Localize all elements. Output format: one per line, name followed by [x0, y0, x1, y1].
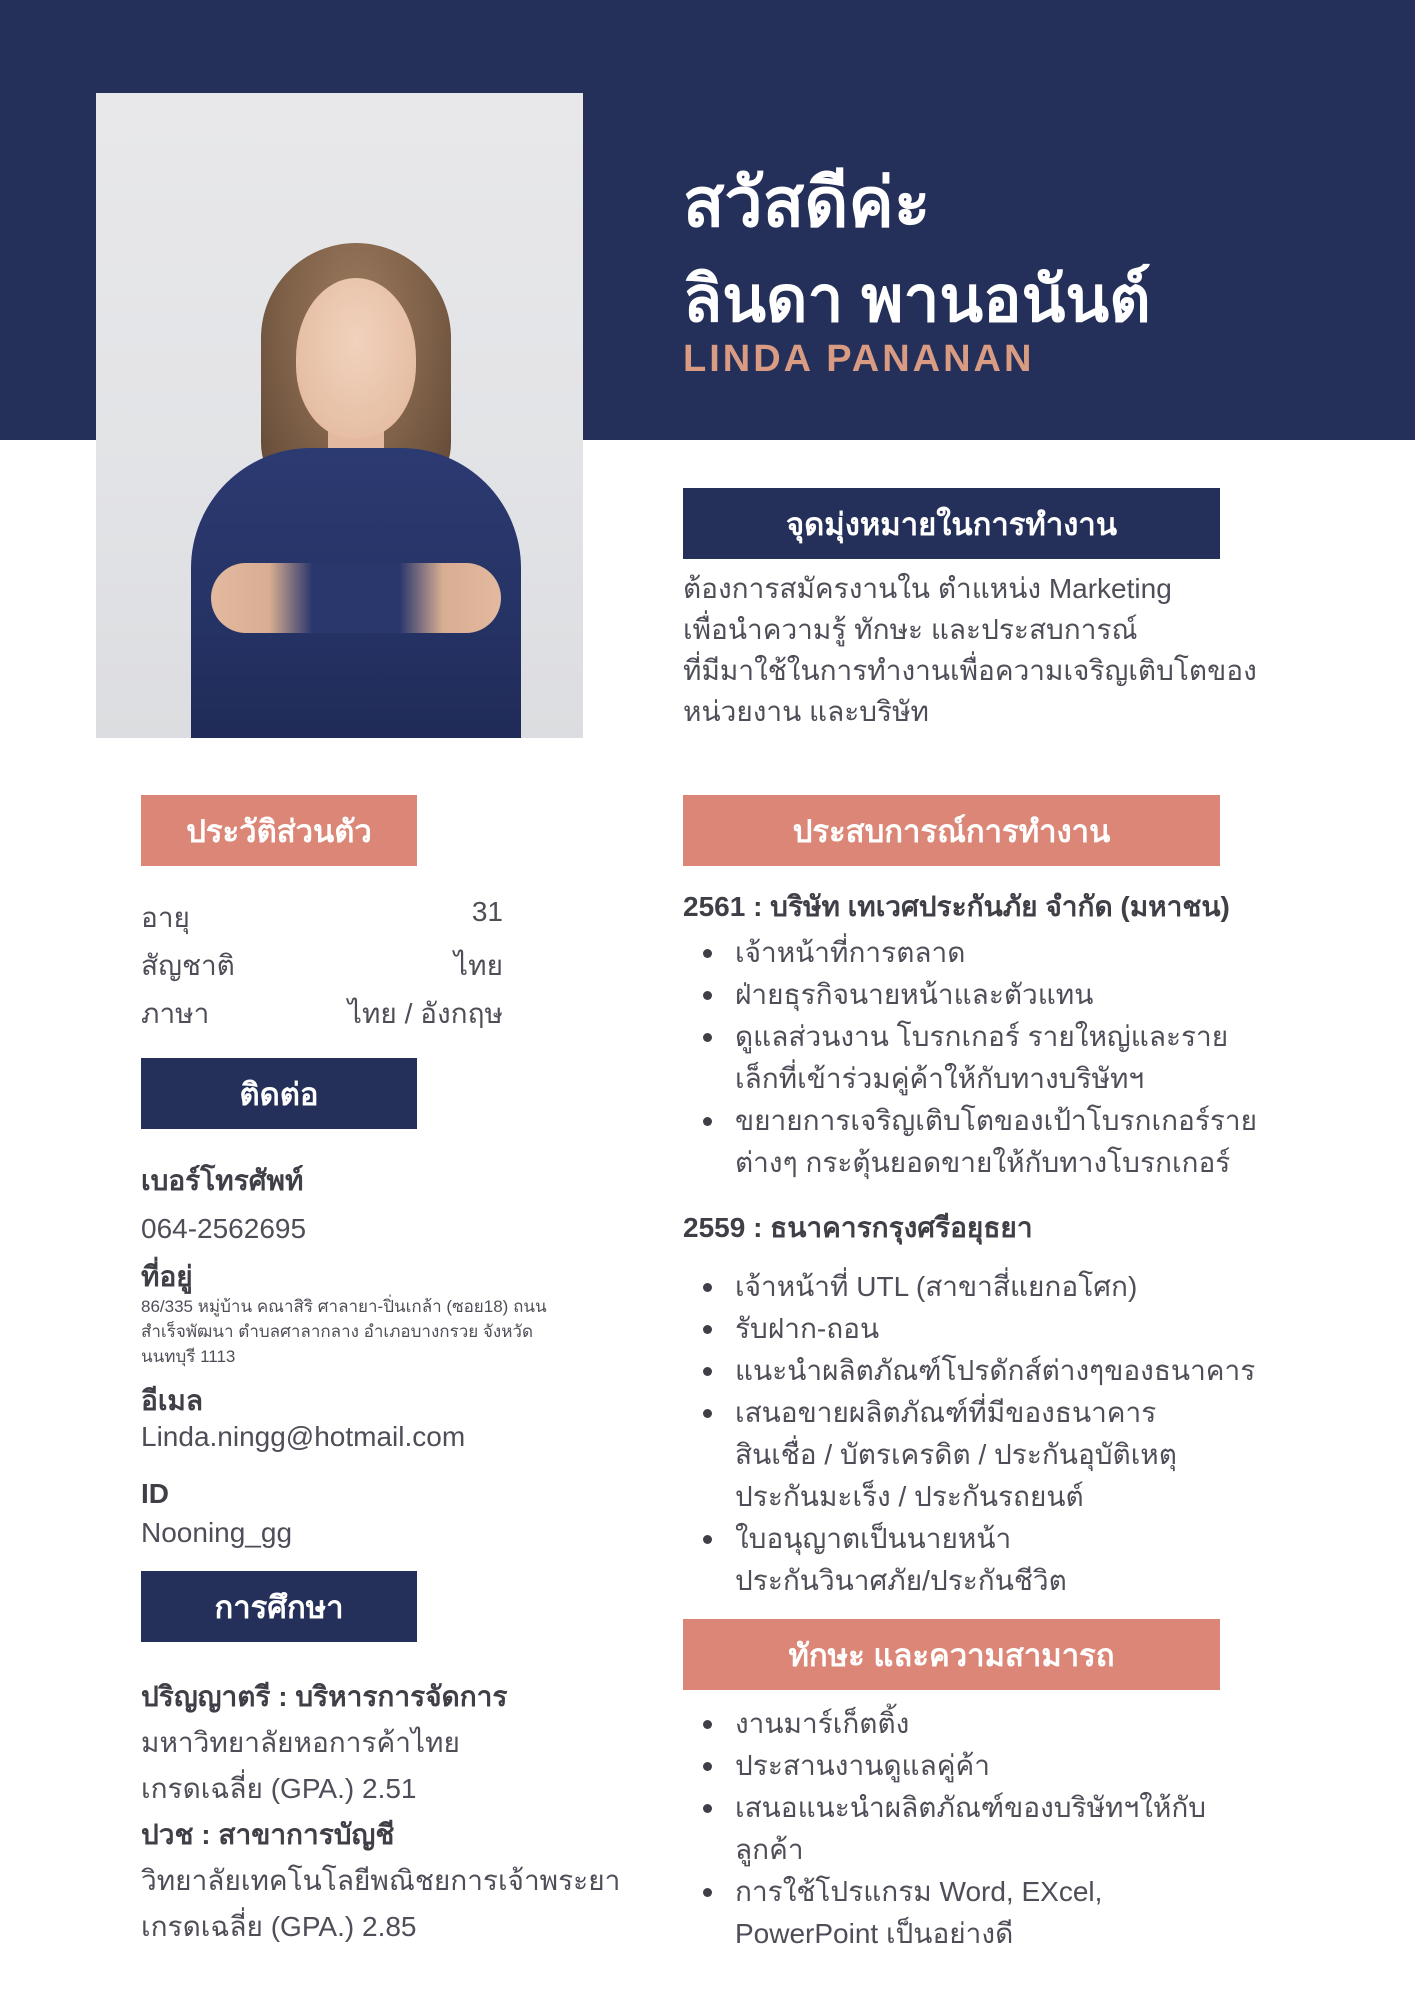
photo-arms: [211, 563, 501, 633]
objective-text: [683, 568, 1257, 732]
address-line: นนทบุรี 1113: [141, 1347, 236, 1366]
job-bullets: [683, 932, 1257, 1184]
job-bullets: [683, 1266, 1255, 1602]
skills-bullets: [683, 1703, 1206, 1955]
job-heading: 2559 : ธนาคารกรุงศรีอยุธยา: [683, 1212, 1033, 1243]
profile-photo: [96, 93, 583, 738]
personal-value: 31: [471, 896, 503, 927]
address-value: [141, 1294, 547, 1369]
objective-line: ที่มีมาใช้ในการทำงานเพื่อความเจริญเติบโตของ: [683, 655, 1257, 686]
education-degree: ปริญญาตรี : บริหารการจัดการ: [141, 1681, 508, 1712]
education-school: มหาวิทยาลัยหอการค้าไทย: [141, 1727, 460, 1758]
personal-label: สัญชาติ: [141, 950, 235, 981]
experience-title: ประสบการณ์การทำงาน: [683, 795, 1220, 866]
skill-bullet: การใช้โปรแกรม Word, EXcel, PowerPoint เป็นอย่างดี: [683, 1871, 1206, 1955]
name-english: LINDA PANANAN: [683, 338, 1035, 380]
address-line: 86/335 หมู่บ้าน คณาสิริ ศาลายา-ปิ่นเกล้า (ซอย18) ถนน: [141, 1297, 547, 1316]
job-heading: 2561 : บริษัท เทเวศประกันภัย จำกัด (มหาชน): [683, 891, 1230, 922]
education-gpa: เกรดเฉลี่ย (GPA.) 2.51: [141, 1773, 417, 1804]
education-list: [141, 1674, 620, 1950]
skill-bullet: ประสานงานดูแลคู่ค้า: [683, 1745, 1206, 1787]
objective-title: จุดมุ่งหมายในการทำงาน: [683, 488, 1220, 559]
job-bullet: แนะนำผลิตภัณฑ์โปรดักส์ต่างๆของธนาคาร: [683, 1350, 1255, 1392]
job-bullet: ฝ่ายธุรกิจนายหน้าและตัวแทน: [683, 974, 1257, 1016]
education-gpa: เกรดเฉลี่ย (GPA.) 2.85: [141, 1911, 417, 1942]
address-label: ที่อยู่: [141, 1261, 193, 1292]
personal-title: ประวัติส่วนตัว: [141, 795, 417, 866]
job-bullet: ใบอนุญาตเป็นนายหน้า ประกันวินาศภัย/ประกันชีวิต: [683, 1518, 1255, 1602]
skill-bullet: เสนอแนะนำผลิตภัณฑ์ของบริษัทฯให้กับ ลูกค้า: [683, 1787, 1206, 1871]
objective-line: ต้องการสมัครงานใน ตำแหน่ง Marketing: [683, 573, 1172, 604]
job-bullet: ดูแลส่วนงาน โบรกเกอร์ รายใหญ่และราย เล็กที่เข้าร่วมคู่ค้าให้กับทางบริษัทฯ: [683, 1016, 1257, 1100]
job-bullet: รับฝาก-ถอน: [683, 1308, 1255, 1350]
skills-title: ทักษะ และความสามารถ: [683, 1619, 1220, 1690]
contact-title: ติดต่อ: [141, 1058, 417, 1129]
phone-label: เบอร์โทรศัพท์: [141, 1165, 304, 1196]
education-school: วิทยาลัยเทคโนโลยีพณิชยการเจ้าพระยา: [141, 1865, 621, 1896]
education-degree: ปวช : สาขาการบัญชี: [141, 1819, 395, 1850]
id-label: ID: [141, 1478, 169, 1509]
email-label: อีเมล: [141, 1385, 204, 1416]
id-value: Nooning_gg: [141, 1517, 293, 1548]
personal-label: อายุ: [141, 902, 190, 933]
education-title: การศึกษา: [141, 1571, 417, 1642]
email-value: Linda.ningg@hotmail.com: [141, 1421, 466, 1452]
objective-line: หน่วยงาน และบริษัท: [683, 696, 930, 727]
personal-value: ไทย: [454, 950, 503, 981]
photo-face: [296, 278, 416, 438]
greeting: สวัสดีค่ะ: [683, 165, 931, 241]
phone-value: 064-2562695: [141, 1213, 307, 1244]
job-bullet: เจ้าหน้าที่การตลาด: [683, 932, 1257, 974]
personal-value: ไทย / อังกฤษ: [347, 998, 503, 1029]
job-bullet: เจ้าหน้าที่ UTL (สาขาสี่แยกอโศก): [683, 1266, 1255, 1308]
objective-line: เพื่อนำความรู้ ทักษะ และประสบการณ์: [683, 614, 1138, 645]
address-line: สำเร็จพัฒนา ตำบลศาลากลาง อำเภอบางกรวย จังหวัด: [141, 1322, 533, 1341]
job-bullet: ขยายการเจริญเติบโตของเป้าโบรกเกอร์ราย ต่างๆ กระตุ้นยอดขายให้กับทางโบรกเกอร์: [683, 1100, 1257, 1184]
name-thai: ลินดา พานอนันต์: [683, 263, 1151, 335]
job-bullet: เสนอขายผลิตภัณฑ์ที่มีของธนาคาร สินเชื่อ / บัตรเครดิต / ประกันอุบัติเหตุ ประกันมะเร็ง / ประกันรถยนต์: [683, 1392, 1255, 1518]
skill-bullet: งานมาร์เก็ตติ้ง: [683, 1703, 1206, 1745]
personal-label: ภาษา: [141, 998, 210, 1029]
